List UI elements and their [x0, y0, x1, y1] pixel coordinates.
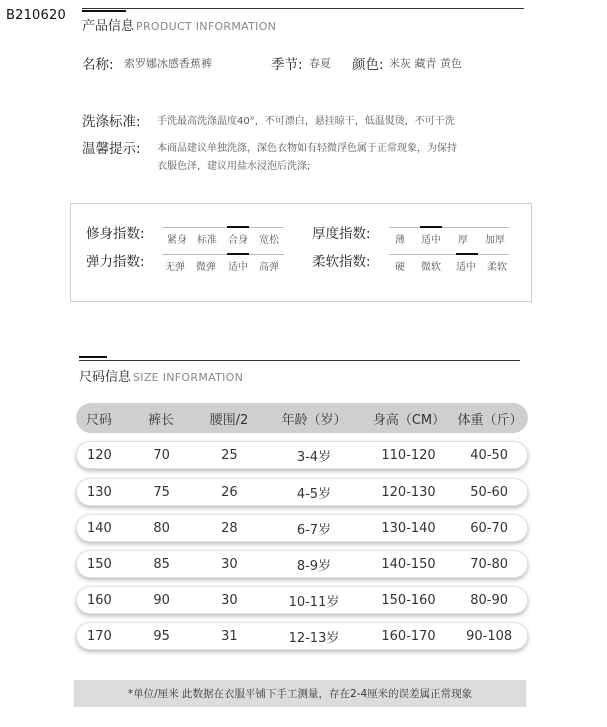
cell-waist: 25	[221, 447, 238, 463]
table-row	[76, 550, 528, 578]
cell-age: 6-7岁	[296, 522, 332, 538]
stretch-option-3: 适中	[228, 262, 248, 273]
thickness-option-1: 薄	[395, 235, 405, 246]
softness-selected-marker	[456, 253, 478, 255]
thickness-option-4: 加厚	[485, 235, 505, 246]
cell-size: 170	[87, 628, 112, 644]
season-value: 春夏	[309, 57, 331, 70]
header-divider	[82, 8, 524, 9]
cell-length: 95	[153, 628, 170, 644]
header-length: 裤长	[147, 412, 174, 428]
cell-waist: 31	[221, 628, 238, 644]
size-divider	[79, 360, 520, 361]
cell-length: 80	[153, 520, 170, 536]
size-info-title-cn: 尺码信息	[79, 370, 132, 385]
cell-age: 4-5岁	[296, 486, 332, 502]
size-footnote: *单位/厘米 此数据在衣服平铺下手工测量，存在2-4厘米的误差属正常现象	[74, 680, 526, 707]
stretch-option-4: 高弹	[259, 262, 279, 273]
name-label: 名称:	[82, 57, 114, 73]
stretch-index-label: 弹力指数:	[86, 254, 145, 270]
thickness-selected-marker	[420, 226, 442, 228]
cell-weight: 70-80	[470, 556, 509, 572]
product-code: B210620	[6, 8, 66, 23]
cell-waist: 30	[221, 592, 238, 608]
cell-length: 85	[153, 556, 170, 572]
cell-length: 70	[153, 447, 170, 463]
cell-weight: 80-90	[470, 592, 509, 608]
thickness-option-3: 厚	[458, 235, 468, 246]
tips-label: 温馨提示:	[82, 141, 141, 157]
cell-size: 120	[87, 447, 112, 463]
wash-label: 洗涤标准:	[82, 114, 141, 130]
table-row	[76, 586, 528, 614]
header-height: 身高（CM）	[372, 412, 446, 428]
thickness-option-2: 适中	[421, 235, 441, 246]
cell-age: 3-4岁	[296, 449, 332, 465]
header-waist: 腰围/2	[209, 412, 249, 428]
table-row	[76, 478, 528, 506]
size-accent-bar	[79, 356, 107, 358]
softness-scale-line	[389, 254, 509, 255]
cell-size: 130	[87, 484, 112, 500]
cell-age: 10-11岁	[288, 594, 340, 610]
softness-option-4: 柔软	[487, 262, 507, 273]
cell-age: 12-13岁	[288, 630, 340, 646]
cell-waist: 26	[221, 484, 238, 500]
product-info-title	[82, 15, 276, 34]
stretch-selected-marker	[227, 253, 249, 255]
table-row	[76, 622, 528, 650]
season-label: 季节:	[271, 57, 303, 73]
softness-index-label: 柔软指数:	[312, 254, 371, 270]
thickness-index-label: 厚度指数:	[312, 226, 371, 242]
fit-option-1: 紧身	[167, 235, 187, 246]
name-value: 索罗娜冰感香蕉裤	[124, 57, 212, 70]
size-info-title	[79, 366, 243, 385]
table-row	[76, 514, 528, 542]
cell-length: 90	[153, 592, 170, 608]
cell-weight: 60-70	[470, 520, 509, 536]
cell-height: 140-150	[381, 556, 436, 572]
cell-age: 8-9岁	[296, 558, 332, 574]
fit-scale-line	[162, 227, 284, 228]
cell-height: 110-120	[381, 447, 436, 463]
cell-size: 150	[87, 556, 112, 572]
wash-value: 手洗最高洗涤温度40°，不可漂白，悬挂晾干，低温熨烫，不可干洗	[157, 116, 455, 127]
fit-selected-marker	[227, 226, 249, 228]
product-info-title-cn: 产品信息	[82, 19, 135, 34]
color-label: 颜色:	[352, 57, 384, 73]
cell-length: 75	[153, 484, 170, 500]
tips-line-2: 衣服色泽，建议用盐水浸泡后洗涤;	[157, 161, 311, 172]
tips-line-1: 本商品建议单独洗涤，深色衣物如有轻微浮色属于正常现象，为保持	[157, 143, 457, 154]
header-accent-bar	[82, 10, 126, 12]
cell-height: 160-170	[381, 628, 436, 644]
stretch-option-1: 无弹	[165, 262, 185, 273]
header-age: 年龄（岁）	[281, 412, 347, 428]
softness-option-1: 硬	[395, 262, 405, 273]
cell-height: 150-160	[381, 592, 436, 608]
color-value: 米灰 藏青 黄色	[389, 57, 462, 70]
cell-waist: 30	[221, 556, 238, 572]
softness-option-3: 适中	[456, 262, 476, 273]
cell-weight: 50-60	[470, 484, 509, 500]
cell-weight: 90-108	[466, 628, 513, 644]
fit-option-4: 宽松	[259, 235, 279, 246]
cell-size: 160	[87, 592, 112, 608]
fit-index-label: 修身指数:	[86, 226, 145, 242]
header-size: 尺码	[86, 412, 113, 428]
fit-option-2: 标准	[197, 235, 217, 246]
cell-waist: 28	[221, 520, 238, 536]
cell-height: 130-140	[381, 520, 436, 536]
size-info-title-en: SIZE INFORMATION	[133, 371, 244, 384]
fit-option-3: 合身	[228, 235, 248, 246]
cell-size: 140	[87, 520, 112, 536]
product-info-title-en: PRODUCT INFORMATION	[136, 20, 277, 33]
cell-weight: 40-50	[470, 447, 509, 463]
header-weight: 体重（斤）	[457, 412, 523, 428]
table-row	[76, 441, 528, 469]
stretch-option-2: 微弹	[196, 262, 216, 273]
softness-option-2: 微软	[421, 262, 441, 273]
size-table-header	[76, 403, 528, 433]
thickness-scale-line	[389, 227, 509, 228]
cell-height: 120-130	[381, 484, 436, 500]
stretch-scale-line	[162, 254, 284, 255]
